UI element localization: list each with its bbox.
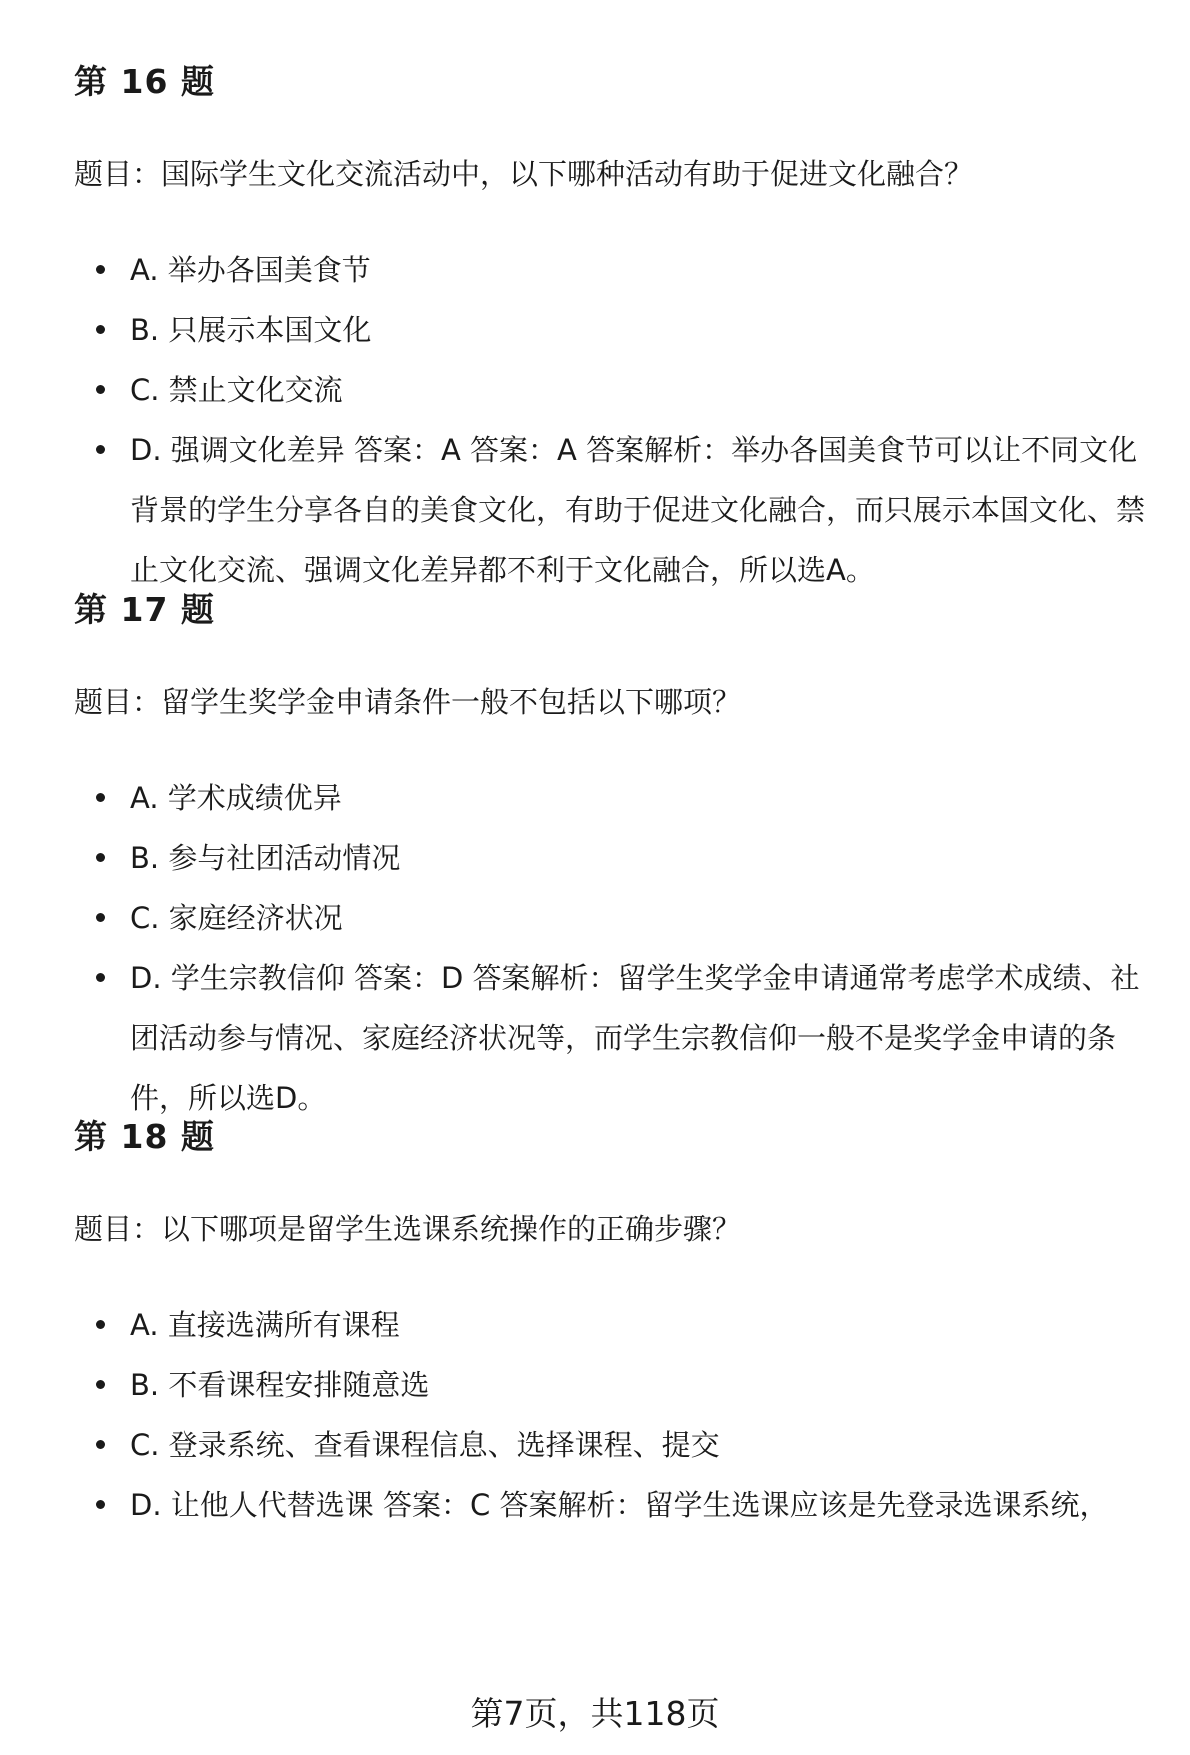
option-item-with-answer [74,420,1165,600]
bullet-icon [96,913,105,922]
question-stem: 题目：留学生奖学金申请条件一般不包括以下哪项？ [74,685,742,719]
bullet-icon [96,325,105,334]
option-item-with-answer [74,1475,1165,1535]
question-18 [74,1117,1174,1522]
option-item [74,240,1165,300]
bullet-icon [96,445,105,454]
option-text: D. 学生宗教信仰 答案：D 答案解析：留学生奖学金申请通常考虑学术成绩、社团活动参与情况、家庭经济状况等，而学生宗教信仰一般不是奖学金申请的条件，所以选D。 [130,961,1140,1115]
bullet-icon [96,265,105,274]
option-text: D. 让他人代替选课 答案：C 答案解析：留学生选课应该是先登录选课系统， [130,1488,1109,1522]
option-item [74,1415,1165,1475]
bullet-icon [96,1320,105,1329]
bullet-icon [96,853,105,862]
question-heading: 第 16 题 [74,62,215,101]
option-text: A. 学术成绩优异 [130,781,342,815]
question-stem: 题目：以下哪项是留学生选课系统操作的正确步骤？ [74,1212,742,1246]
question-16 [74,62,1174,587]
option-item [74,1295,1165,1355]
option-text: A. 举办各国美食节 [130,253,371,287]
option-text: C. 登录系统、查看课程信息、选择课程、提交 [130,1428,720,1462]
option-item [74,768,1165,828]
bullet-icon [96,385,105,394]
bullet-icon [96,1380,105,1389]
option-list [74,768,1174,1128]
option-text: C. 家庭经济状况 [130,901,343,935]
bullet-icon [96,1500,105,1509]
option-item [74,888,1165,948]
option-item [74,300,1165,360]
option-item [74,828,1165,888]
option-text: A. 直接选满所有课程 [130,1308,400,1342]
option-item-with-answer [74,948,1165,1128]
question-stem: 题目：国际学生文化交流活动中，以下哪种活动有助于促进文化融合？ [74,157,974,191]
option-text: B. 不看课程安排随意选 [130,1368,430,1402]
bullet-icon [96,973,105,982]
bullet-icon [96,793,105,802]
question-heading: 第 17 题 [74,590,215,629]
option-text: B. 参与社团活动情况 [130,841,401,875]
bullet-icon [96,1440,105,1449]
option-text: D. 强调文化差异 答案：A 答案：A 答案解析：举办各国美食节可以让不同文化背景的学生分享各自的美食文化，有助于促进文化融合，而只展示本国文化、禁止文化交流、强调文化差异都不利于文化融合，所以选A。 [130,433,1146,587]
option-item [74,1355,1165,1415]
option-list [74,1295,1174,1535]
page-number: 第7页，共118页 [470,1694,720,1733]
option-text: C. 禁止文化交流 [130,373,343,407]
question-heading: 第 18 题 [74,1117,215,1156]
option-list [74,240,1174,600]
question-17 [74,590,1174,1115]
option-item [74,360,1165,420]
option-text: B. 只展示本国文化 [130,313,372,347]
